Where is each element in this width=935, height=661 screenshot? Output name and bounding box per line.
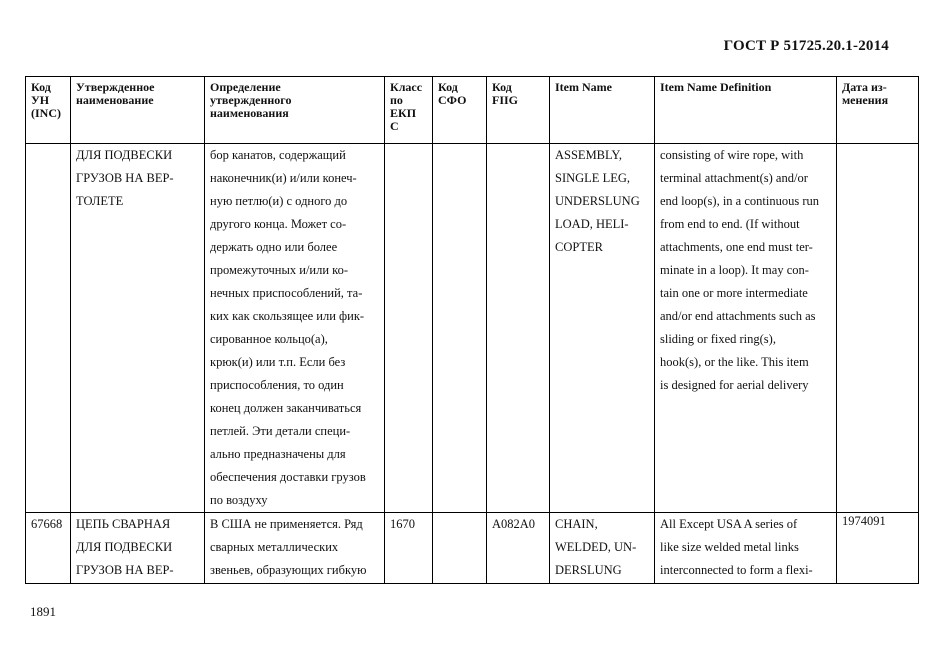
cell-sfo	[433, 144, 487, 513]
text-line: крюк(и) или т.п. Если без	[210, 355, 346, 369]
text-line: ДЛЯ ПОДВЕСКИ	[76, 148, 173, 162]
text-line: держать одно или более	[210, 240, 338, 254]
text-line: наименования	[210, 106, 289, 120]
text-line: COPTER	[555, 240, 603, 254]
text-line: sliding or fixed ring(s),	[660, 332, 776, 346]
cell-definition-ru	[205, 513, 385, 584]
text-line: SINGLE LEG,	[555, 171, 630, 185]
cell-class	[385, 144, 433, 513]
text-line: утвержденного	[210, 93, 292, 107]
cell-definition-ru	[205, 144, 385, 513]
document-code: ГОСТ Р 51725.20.1-2014	[723, 38, 889, 54]
text-line: В США не применяется. Ряд	[210, 517, 363, 531]
table-row	[26, 513, 919, 584]
col-header-fiig	[487, 77, 550, 144]
col-header-item-definition	[655, 77, 837, 144]
cell-name-ru	[71, 513, 205, 584]
cell-item-definition	[655, 513, 837, 584]
table-row	[26, 144, 919, 513]
text-line: Код	[31, 80, 51, 94]
text-line: конец должен заканчиваться	[210, 401, 362, 415]
text-line: нечных приспособлений, та-	[210, 286, 363, 300]
cell-class: 1670	[385, 513, 433, 584]
text-line: УН	[31, 93, 50, 107]
text-line: tain one or more intermediate	[660, 286, 808, 300]
col-header-change-date	[837, 77, 919, 144]
text-line: like size welded metal links	[660, 540, 799, 554]
text-line: Item Name Definition	[660, 80, 772, 94]
text-line: ких как скользящее или фик-	[210, 309, 365, 323]
col-header-sfo	[433, 77, 487, 144]
col-header-class	[385, 77, 433, 144]
text-line: ально предназначены для	[210, 447, 346, 461]
text-line: attachments, one end must ter-	[660, 240, 813, 254]
text-line: ГРУЗОВ НА ВЕР-	[76, 563, 174, 577]
col-header-item-name	[550, 77, 655, 144]
text-line: ную петлю(и) с одного до	[210, 194, 348, 208]
text-line: ASSEMBLY,	[555, 148, 622, 162]
text-line: С	[390, 119, 399, 133]
text-line: consisting of wire rope, with	[660, 148, 804, 162]
text-line: All Except USA A series of	[660, 517, 798, 531]
text-line: приспособления, то один	[210, 378, 344, 392]
text-line: наименование	[76, 93, 154, 107]
cell-date	[837, 513, 919, 584]
text-line: обеспечения доставки грузов	[210, 470, 366, 484]
text-line: промежуточных и/или ко-	[210, 263, 349, 277]
cell-fiig	[487, 144, 550, 513]
text-line: наконечник(и) и/или конеч-	[210, 171, 357, 185]
cell-item-definition	[655, 144, 837, 513]
text-line: ЕКП	[390, 106, 417, 120]
text-line: Утвержденное	[76, 80, 155, 94]
text-line: FIIG	[492, 93, 519, 107]
cell-sfo	[433, 513, 487, 584]
cell-item-name	[550, 144, 655, 513]
text-line: Item Name	[555, 80, 612, 94]
text-line: and/or end attachments such as	[660, 309, 816, 323]
cell-code: 67668	[26, 513, 71, 584]
cell-fiig: A082A0	[487, 513, 550, 584]
text-line: terminal attachment(s) and/or	[660, 171, 808, 185]
table-header-row	[26, 77, 919, 144]
text-line: петлей. Эти детали специ-	[210, 424, 351, 438]
cell-item-name	[550, 513, 655, 584]
text-line: сварных металлических	[210, 540, 339, 554]
col-header-approved-name	[71, 77, 205, 144]
text-line: WELDED, UN-	[555, 540, 637, 554]
text-line: LOAD, HELI-	[555, 217, 629, 231]
text-line: UNDERSLUNG	[555, 194, 640, 208]
text-line: interconnected to form a flexi-	[660, 563, 813, 577]
text-line: ДЛЯ ПОДВЕСКИ	[76, 540, 173, 554]
page-number: 1891	[30, 604, 56, 619]
text-line: по	[390, 93, 403, 107]
cell-name-ru	[71, 144, 205, 513]
text-line: is designed for aerial delivery	[660, 378, 809, 392]
text-line: СФО	[438, 93, 467, 107]
text-line: бор канатов, содержащий	[210, 148, 346, 162]
text-line: DERSLUNG	[555, 563, 622, 577]
text-line: Код	[492, 80, 512, 94]
cell-code	[26, 144, 71, 513]
col-header-code-un	[26, 77, 71, 144]
text-line: по воздуху	[210, 493, 268, 507]
text-line: Класс	[390, 80, 423, 94]
text-line: менения	[842, 93, 889, 107]
text-line: (INC)	[31, 106, 61, 120]
text-line: hook(s), or the like. This item	[660, 355, 809, 369]
change-date-value: 1974091	[842, 514, 886, 528]
text-line: другого конца. Может со-	[210, 217, 347, 231]
text-line: ТОЛЕТЕ	[76, 194, 124, 208]
text-line: end loop(s), in a continuous run	[660, 194, 820, 208]
catalog-table	[25, 76, 919, 584]
text-line: ГРУЗОВ НА ВЕР-	[76, 171, 174, 185]
text-line: звеньев, образующих гибкую	[210, 563, 367, 577]
text-line: minate in a loop). It may con-	[660, 263, 809, 277]
text-line: Дата из-	[842, 80, 887, 94]
text-line: ЦЕПЬ СВАРНАЯ	[76, 517, 171, 531]
text-line: сированное кольцо(а),	[210, 332, 328, 346]
text-line: Код	[438, 80, 458, 94]
text-line: from end to end. (If without	[660, 217, 800, 231]
col-header-definition	[205, 77, 385, 144]
text-line: Определение	[210, 80, 281, 94]
cell-date	[837, 144, 919, 513]
text-line: CHAIN,	[555, 517, 598, 531]
